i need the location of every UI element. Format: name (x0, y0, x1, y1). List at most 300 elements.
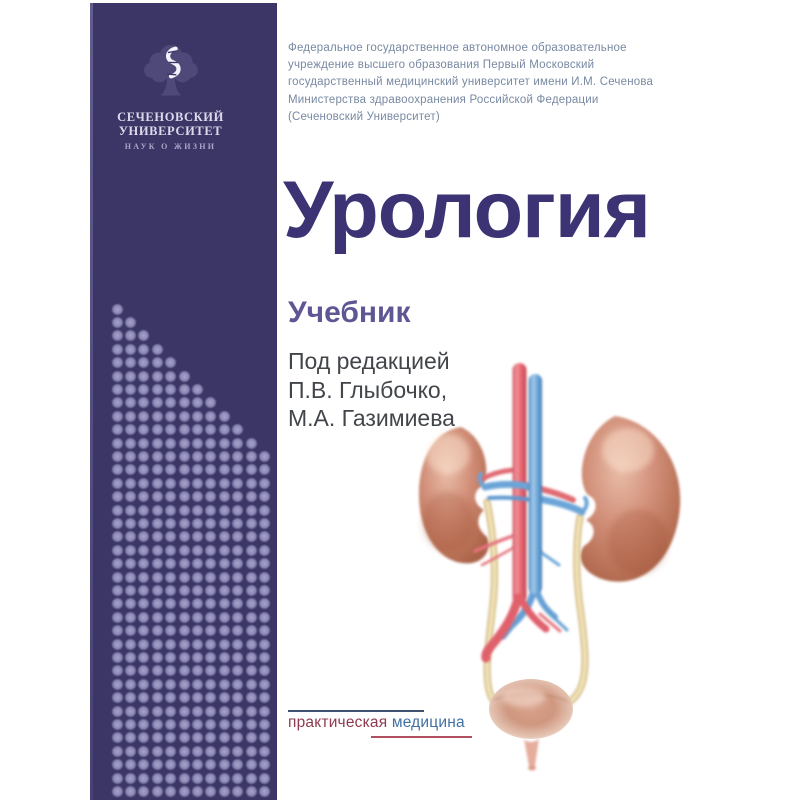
pattern-dot (218, 450, 231, 463)
pattern-dot (191, 664, 204, 677)
pattern-dot (178, 611, 191, 624)
pattern-dot (111, 437, 124, 450)
pattern-dot (191, 624, 204, 637)
pattern-dot (178, 477, 191, 490)
pattern-dot (245, 758, 258, 771)
pattern-dot (258, 664, 271, 677)
pattern-dot (178, 705, 191, 718)
pattern-dot (178, 597, 191, 610)
pattern-dot (111, 463, 124, 476)
pattern-dot (164, 758, 177, 771)
pattern-dot (111, 745, 124, 758)
pattern-dot (151, 664, 164, 677)
pattern-dot (245, 584, 258, 597)
pattern-dot (191, 396, 204, 409)
pattern-dot (258, 517, 271, 530)
pattern-dot (111, 611, 124, 624)
pattern-dot (191, 584, 204, 597)
pattern-dot (111, 758, 124, 771)
pattern-dot (111, 423, 124, 436)
pattern-dot (258, 785, 271, 798)
pattern-dot (111, 718, 124, 731)
pattern-dot (151, 611, 164, 624)
pattern-dot (111, 678, 124, 691)
pattern-dot (218, 611, 231, 624)
pattern-dot (245, 678, 258, 691)
pattern-dot (191, 544, 204, 557)
pattern-dot (231, 611, 244, 624)
pattern-dot (245, 718, 258, 731)
pattern-dot (164, 396, 177, 409)
pattern-dot (151, 731, 164, 744)
right-ureter (558, 517, 585, 707)
pattern-dot (164, 785, 177, 798)
pattern-dot (218, 557, 231, 570)
pattern-dot (111, 544, 124, 557)
pattern-dot (204, 437, 217, 450)
pattern-dot (204, 745, 217, 758)
logo-university-line2: УНИВЕРСИТЕТ (118, 123, 223, 138)
pattern-dot (124, 731, 137, 744)
pattern-dot (178, 410, 191, 423)
pattern-dot (231, 490, 244, 503)
left-ureter (487, 502, 506, 710)
pattern-dot (137, 772, 150, 785)
pattern-dot (258, 718, 271, 731)
pattern-dot (137, 329, 150, 342)
pattern-dot (111, 383, 124, 396)
pattern-dot (111, 343, 124, 356)
pattern-dot (258, 544, 271, 557)
pattern-dot (191, 571, 204, 584)
pattern-dot (164, 383, 177, 396)
pattern-dot (245, 571, 258, 584)
pattern-dot (111, 624, 124, 637)
affiliation-line: (Сеченовский Университет) (288, 110, 440, 123)
pattern-dot (124, 450, 137, 463)
pattern-dot (137, 517, 150, 530)
pattern-dot (111, 705, 124, 718)
pattern-dot (164, 557, 177, 570)
pattern-dot (204, 450, 217, 463)
pattern-dot (204, 691, 217, 704)
pattern-dot (231, 544, 244, 557)
pattern-dot (111, 530, 124, 543)
pattern-dot (111, 303, 124, 316)
pattern-dot (124, 597, 137, 610)
pattern-dot (164, 463, 177, 476)
pattern-dot (178, 758, 191, 771)
pattern-dot (218, 664, 231, 677)
pattern-dot (137, 383, 150, 396)
pattern-dot (137, 584, 150, 597)
pattern-dot (191, 611, 204, 624)
pattern-dot (245, 450, 258, 463)
pattern-dot (204, 731, 217, 744)
pattern-dot (178, 557, 191, 570)
pattern-dot (258, 463, 271, 476)
university-logo (77, 41, 264, 151)
pattern-dot (164, 517, 177, 530)
pattern-dot (231, 571, 244, 584)
pattern-dot (245, 490, 258, 503)
pattern-dot (111, 731, 124, 744)
affiliation-line: Министерства здравоохранения Российской Федерации (288, 93, 599, 106)
pattern-dot (124, 316, 137, 329)
pattern-dot (245, 691, 258, 704)
pattern-dot (164, 544, 177, 557)
pattern-dot (111, 329, 124, 342)
pattern-dot (111, 410, 124, 423)
pattern-dot (151, 410, 164, 423)
pattern-dot (204, 678, 217, 691)
pattern-dot (124, 463, 137, 476)
pattern-dot (111, 651, 124, 664)
pattern-dot (151, 718, 164, 731)
pattern-dot (245, 638, 258, 651)
pattern-dot (111, 571, 124, 584)
pattern-dot (124, 758, 137, 771)
pattern-dot (231, 638, 244, 651)
pattern-dot (218, 477, 231, 490)
pattern-dot (231, 557, 244, 570)
pattern-dot (231, 624, 244, 637)
pattern-dot (178, 718, 191, 731)
pattern-dot (137, 705, 150, 718)
pattern-dot (258, 731, 271, 744)
pattern-dot (164, 410, 177, 423)
pattern-dot (178, 517, 191, 530)
pattern-dot (191, 504, 204, 517)
pattern-dot (151, 651, 164, 664)
pattern-dot (204, 396, 217, 409)
pattern-dot (218, 571, 231, 584)
pattern-dot (231, 651, 244, 664)
pattern-dot (178, 624, 191, 637)
pattern-dot (137, 490, 150, 503)
pattern-dot (231, 772, 244, 785)
pattern-dot (245, 772, 258, 785)
pattern-dot (124, 557, 137, 570)
pattern-dot (137, 477, 150, 490)
pattern-dot (124, 517, 137, 530)
pattern-dot (178, 463, 191, 476)
pattern-dot (191, 463, 204, 476)
pattern-dot (231, 517, 244, 530)
pattern-dot (218, 678, 231, 691)
pattern-dot (111, 356, 124, 369)
pattern-dot (124, 718, 137, 731)
pattern-dot (151, 356, 164, 369)
pattern-dot (137, 396, 150, 409)
pattern-dot (124, 396, 137, 409)
pattern-dot (137, 651, 150, 664)
pattern-dot (151, 638, 164, 651)
pattern-dot (218, 463, 231, 476)
pattern-dot (204, 705, 217, 718)
pattern-dot (151, 584, 164, 597)
pattern-dot (111, 785, 124, 798)
pattern-dot (137, 504, 150, 517)
pattern-dot (204, 423, 217, 436)
pattern-dot (178, 530, 191, 543)
pattern-dot (218, 410, 231, 423)
pattern-dot (245, 557, 258, 570)
pattern-dot (124, 745, 137, 758)
pattern-dot (231, 504, 244, 517)
pattern-dot (137, 544, 150, 557)
pattern-dot (178, 490, 191, 503)
pattern-dot (151, 517, 164, 530)
pattern-dot (124, 651, 137, 664)
pattern-dot (137, 343, 150, 356)
pattern-dot (191, 731, 204, 744)
pattern-dot (151, 383, 164, 396)
pattern-dot (245, 705, 258, 718)
pattern-dot (164, 745, 177, 758)
pattern-dot (218, 530, 231, 543)
pattern-dot (231, 705, 244, 718)
pattern-dot (124, 383, 137, 396)
pattern-dot (231, 731, 244, 744)
pattern-dot (137, 463, 150, 476)
pattern-dot (178, 370, 191, 383)
pattern-dot (245, 517, 258, 530)
pattern-dot (164, 437, 177, 450)
pattern-dot (218, 597, 231, 610)
pattern-dot (258, 691, 271, 704)
pattern-dot (231, 691, 244, 704)
bladder (489, 679, 573, 739)
pattern-dot (245, 477, 258, 490)
pattern-dot (164, 423, 177, 436)
pattern-dot (164, 530, 177, 543)
pattern-dot (151, 691, 164, 704)
pattern-dot (164, 651, 177, 664)
pattern-dot (111, 316, 124, 329)
pattern-dot (151, 423, 164, 436)
pattern-dot (231, 718, 244, 731)
editors-line: П.В. Глыбочко, (288, 376, 448, 403)
pattern-dot (204, 544, 217, 557)
pattern-dot (164, 691, 177, 704)
pattern-dot (151, 705, 164, 718)
tree-dna-icon (132, 41, 210, 107)
pattern-dot (164, 718, 177, 731)
pattern-dot (218, 490, 231, 503)
pattern-dot (137, 664, 150, 677)
pattern-dot (258, 638, 271, 651)
pattern-dot (191, 557, 204, 570)
pattern-dot (124, 504, 137, 517)
pattern-dot (111, 504, 124, 517)
pattern-dot (191, 477, 204, 490)
pattern-dot (258, 504, 271, 517)
pattern-dot (137, 785, 150, 798)
pattern-dot (218, 651, 231, 664)
pattern-dot (111, 370, 124, 383)
pattern-dot (137, 624, 150, 637)
pattern-dot (191, 410, 204, 423)
pattern-dot (245, 463, 258, 476)
pattern-dot (124, 785, 137, 798)
pattern-dot (191, 423, 204, 436)
pattern-dot (204, 410, 217, 423)
pattern-dot (218, 772, 231, 785)
pattern-dot (191, 785, 204, 798)
pattern-dot (258, 651, 271, 664)
pattern-dot (164, 731, 177, 744)
pattern-dot (191, 678, 204, 691)
pattern-dot (124, 544, 137, 557)
pattern-dot (204, 463, 217, 476)
pattern-dot (137, 718, 150, 731)
pattern-dot (258, 450, 271, 463)
affiliation-line: государственный медицинский университет имени И.М. Сеченова (288, 76, 654, 89)
pattern-dot (204, 718, 217, 731)
book-subtitle: Учебник (288, 296, 411, 329)
pattern-dot (231, 450, 244, 463)
pattern-dot (178, 691, 191, 704)
pattern-dot (258, 477, 271, 490)
pattern-dot (164, 356, 177, 369)
pattern-dot (111, 772, 124, 785)
publisher-word-medicine: медицина (391, 714, 465, 731)
pattern-dot (111, 584, 124, 597)
pattern-dot (151, 530, 164, 543)
editors-line: М.А. Газимиева (288, 405, 455, 431)
pattern-dot (178, 584, 191, 597)
pattern-dot (124, 329, 137, 342)
pattern-dot (231, 437, 244, 450)
pattern-dot (178, 383, 191, 396)
pattern-dot (245, 437, 258, 450)
pattern-dot (231, 785, 244, 798)
pattern-dot (111, 557, 124, 570)
pattern-dot (178, 437, 191, 450)
pattern-dot (191, 745, 204, 758)
pattern-dot (204, 557, 217, 570)
pattern-dot (124, 638, 137, 651)
pattern-dot (258, 758, 271, 771)
pattern-dot (151, 370, 164, 383)
pattern-dot (151, 597, 164, 610)
pattern-dot (245, 530, 258, 543)
pattern-dot (204, 477, 217, 490)
pattern-dot (191, 450, 204, 463)
pattern-dot (164, 597, 177, 610)
pattern-dot (258, 584, 271, 597)
pattern-dot (178, 396, 191, 409)
pattern-dot (151, 678, 164, 691)
pattern-dot (178, 571, 191, 584)
pattern-dot (137, 410, 150, 423)
pattern-dot (137, 678, 150, 691)
pattern-dot (204, 584, 217, 597)
pattern-dot (258, 557, 271, 570)
pattern-dot (204, 517, 217, 530)
pattern-dot (178, 664, 191, 677)
pattern-dot (164, 370, 177, 383)
pattern-dot (151, 758, 164, 771)
pattern-dot (164, 678, 177, 691)
pattern-dot (137, 745, 150, 758)
pattern-dot (191, 383, 204, 396)
pattern-dot (191, 638, 204, 651)
pattern-dot (124, 584, 137, 597)
pattern-dot (151, 772, 164, 785)
pattern-dot (191, 772, 204, 785)
publisher-logo (288, 714, 465, 732)
pattern-dot (204, 664, 217, 677)
pattern-dot (164, 664, 177, 677)
pattern-dot (137, 638, 150, 651)
pattern-dot (178, 544, 191, 557)
pattern-dot (124, 571, 137, 584)
affiliation-line: Федеральное государственное автономное образовательное (288, 42, 627, 54)
pattern-dot (204, 638, 217, 651)
pattern-dot (124, 624, 137, 637)
pattern-dot (204, 597, 217, 610)
pattern-dot (137, 356, 150, 369)
pattern-dot (151, 490, 164, 503)
pattern-dot (111, 477, 124, 490)
pattern-dot (137, 437, 150, 450)
pattern-dot (137, 423, 150, 436)
pattern-dot (218, 705, 231, 718)
pattern-dot (151, 544, 164, 557)
pattern-dot (204, 772, 217, 785)
pattern-dot (178, 772, 191, 785)
pattern-dot (245, 651, 258, 664)
pattern-dot (151, 463, 164, 476)
pattern-dot (164, 638, 177, 651)
pattern-dot (151, 785, 164, 798)
pattern-dot (111, 638, 124, 651)
pattern-dot (191, 651, 204, 664)
pattern-dot (124, 477, 137, 490)
pattern-dot (218, 758, 231, 771)
urethra (524, 738, 539, 771)
pattern-dot (231, 584, 244, 597)
vena-cava (529, 374, 543, 594)
pattern-dot (137, 571, 150, 584)
pattern-dot (137, 450, 150, 463)
pattern-dot (124, 423, 137, 436)
pattern-dot (137, 530, 150, 543)
pattern-dot (218, 437, 231, 450)
pattern-dot (151, 477, 164, 490)
pattern-dot (164, 504, 177, 517)
pattern-dot (151, 343, 164, 356)
pattern-dot (178, 731, 191, 744)
pattern-dot (231, 477, 244, 490)
pattern-dot (137, 611, 150, 624)
pattern-dot (137, 691, 150, 704)
affiliation-line: учреждение высшего образования Первый Московский (288, 59, 595, 72)
pattern-dot (124, 370, 137, 383)
pattern-dot (231, 664, 244, 677)
pattern-dot (204, 571, 217, 584)
pattern-dot (204, 624, 217, 637)
cover-sidebar (90, 3, 277, 800)
pattern-dot (151, 571, 164, 584)
pattern-dot (124, 343, 137, 356)
pattern-dot (218, 691, 231, 704)
pattern-dot (218, 504, 231, 517)
pattern-dot (245, 785, 258, 798)
pattern-dot (204, 785, 217, 798)
